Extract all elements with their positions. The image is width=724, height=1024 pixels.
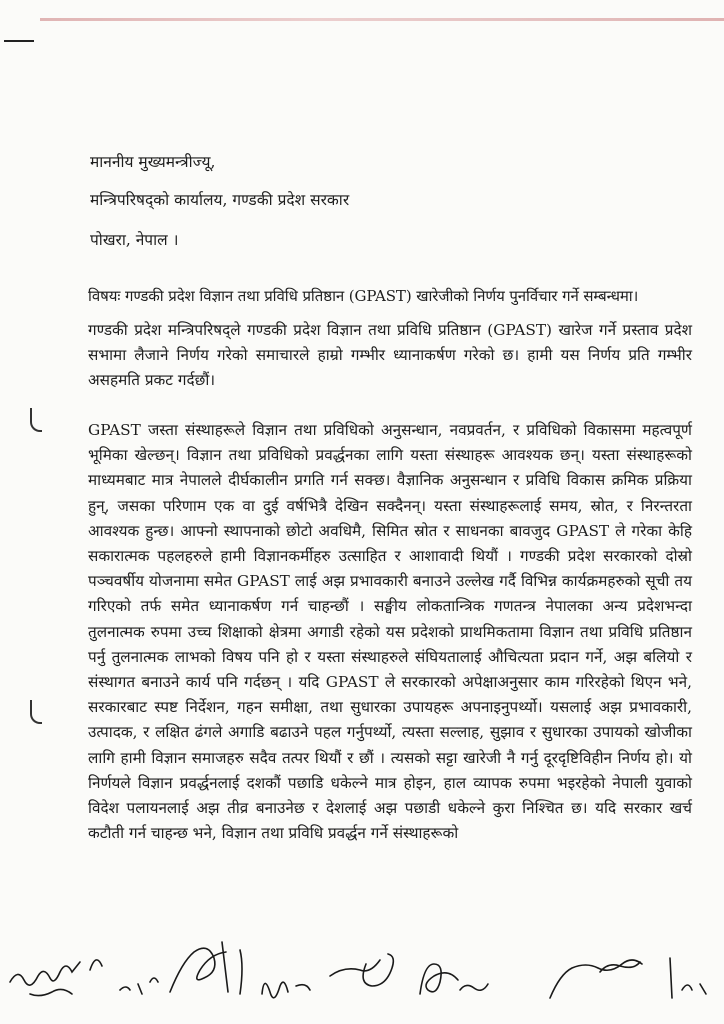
- signature-4: [420, 964, 488, 994]
- signature-2: [120, 942, 242, 994]
- signature-5: [550, 958, 706, 998]
- page-top-edge: [40, 18, 724, 21]
- margin-punch-mark: [30, 700, 42, 724]
- recipient-office: मन्त्रिपरिषद्को कार्यालय, गण्डकी प्रदेश सरकार: [90, 191, 350, 209]
- letter-subject: विषयः गण्डकी प्रदेश विज्ञान तथा प्रविधि प्रतिष्ठान (GPAST) खारेजीको निर्णय पुनर्विचार गर्ने सम्बन्धमा।: [88, 287, 639, 305]
- margin-dash-mark: [4, 40, 34, 42]
- signature-3: [262, 954, 393, 998]
- signature-1: [10, 960, 102, 996]
- letter-paragraph-1: गण्डकी प्रदेश मन्त्रिपरिषद्ले गण्डकी प्रदेश विज्ञान तथा प्रविधि प्रतिष्ठान (GPAST) खारेज गर्ने प्रस्ताव प्रदेश सभामा लैजाने निर्णय गरेको समाचारले हाम्रो गम्भीर ध्यानाकर्षण गरेको छ। हामी यस निर्णय प्रति गम्भीर असहमति प्रकट गर्दछौं।: [88, 321, 692, 390]
- signature-row: [0, 920, 724, 1024]
- recipient-city: पोखरा, नेपाल ।: [90, 231, 179, 249]
- salutation: माननीय मुख्यमन्त्रीज्यू,: [90, 153, 216, 171]
- letter-paragraph-2: GPAST जस्ता संस्थाहरूले विज्ञान तथा प्रविधिको अनुसन्धान, नवप्रवर्तन, र प्रविधिको विकासमा महत्वपूर्ण भूमिका खेल्छन्। विज्ञान तथा प्रविधिको प्रवर्द्धनका लागि यस्ता संस्थाहरू आवश्यक छन्। यस्ता संस्थाहरूको माध्यमबाट मात्र नेपालले दीर्घकालीन प्रगति गर्न सक्छ। वैज्ञानिक अनुसन्धान र प्रविधि विकास क्रमिक प्रक्रिया हुन्, जसका परिणाम एक वा दुई वर्षभित्रै देखिन सक्दैनन्। यस्ता संस्थाहरूलाई समय, स्रोत, र निरन्तरता आवश्यक हुन्छ। आफ्नो स्थापनाको छोटो अवधिमै, सिमित स्रोत र साधनका बावजुद GPAST ले गरेका केहि सकारात्मक पहलहरुले हामी विज्ञानकर्मीहरु उत्साहित र आशावादी थियौं । गण्डकी प्रदेश सरकारको दोस्रो पञ्चवर्षीय योजनामा समेत GPAST लाई अझ प्रभावकारी बनाउने उल्लेख गर्दै विभिन्न कार्यक्रमहरुको सूची तय गरिएको तर्फ समेत ध्यानाकर्षण गर्न चाहन्छौं । सङ्घीय लोकतान्त्रिक गणतन्त्र नेपालका अन्य प्रदेशभन्दा तुलनात्मक रुपमा उच्च शिक्षाको क्षेत्रमा अगाडी रहेको यस प्रदेशको प्राथमिकतामा विज्ञान तथा प्रविधि प्रतिष्ठान पर्नु तुलनात्मक लाभको विषय पनि हो र यस्ता संस्थाहरुले संघियतालाई औचित्यता प्रदान गर्ने, अझ बलियो र संस्थागत बनाउने कार्य पनि गर्दछन् । यदि GPAST ले सरकारको अपेक्षाअनुसार काम गरिरहेको थिएन भने, सरकारबाट स्पष्ट निर्देशन, गहन समीक्षा, तथा सुधारका उपायहरू अपनाइनुपर्थ्यो। यसलाई अझ प्रभावकारी, उत्पादक, र लक्षित ढंगले अगाडि बढाउने पहल गर्नुपर्थ्यो, त्यस्ता सल्लाह, सुझाव र सुधारका उपायको खोजीका लागि हामी विज्ञान समाजहरु सदैव तत्पर थियौं र छौं । त्यसको सट्टा खारेजी नै गर्नु दूरदृष्टिविहीन निर्णय हो। यो निर्णयले विज्ञान प्रवर्द्धनलाई दशकौं पछाडि धकेल्ने मात्र होइन, हाल व्यापक रुपमा भइरहेको नेपाली युवाको विदेश पलायनलाई अझ तीव्र बनाउनेछ र देशलाई अझ पछाडी धकेल्ने कुरा निश्चित छ। यदि सरकार खर्च कटौती गर्न चाहन्छ भने, विज्ञान तथा प्रविधि प्रवर्द्धन गर्ने संस्थाहरूको: [88, 421, 692, 843]
- margin-punch-mark: [30, 408, 42, 432]
